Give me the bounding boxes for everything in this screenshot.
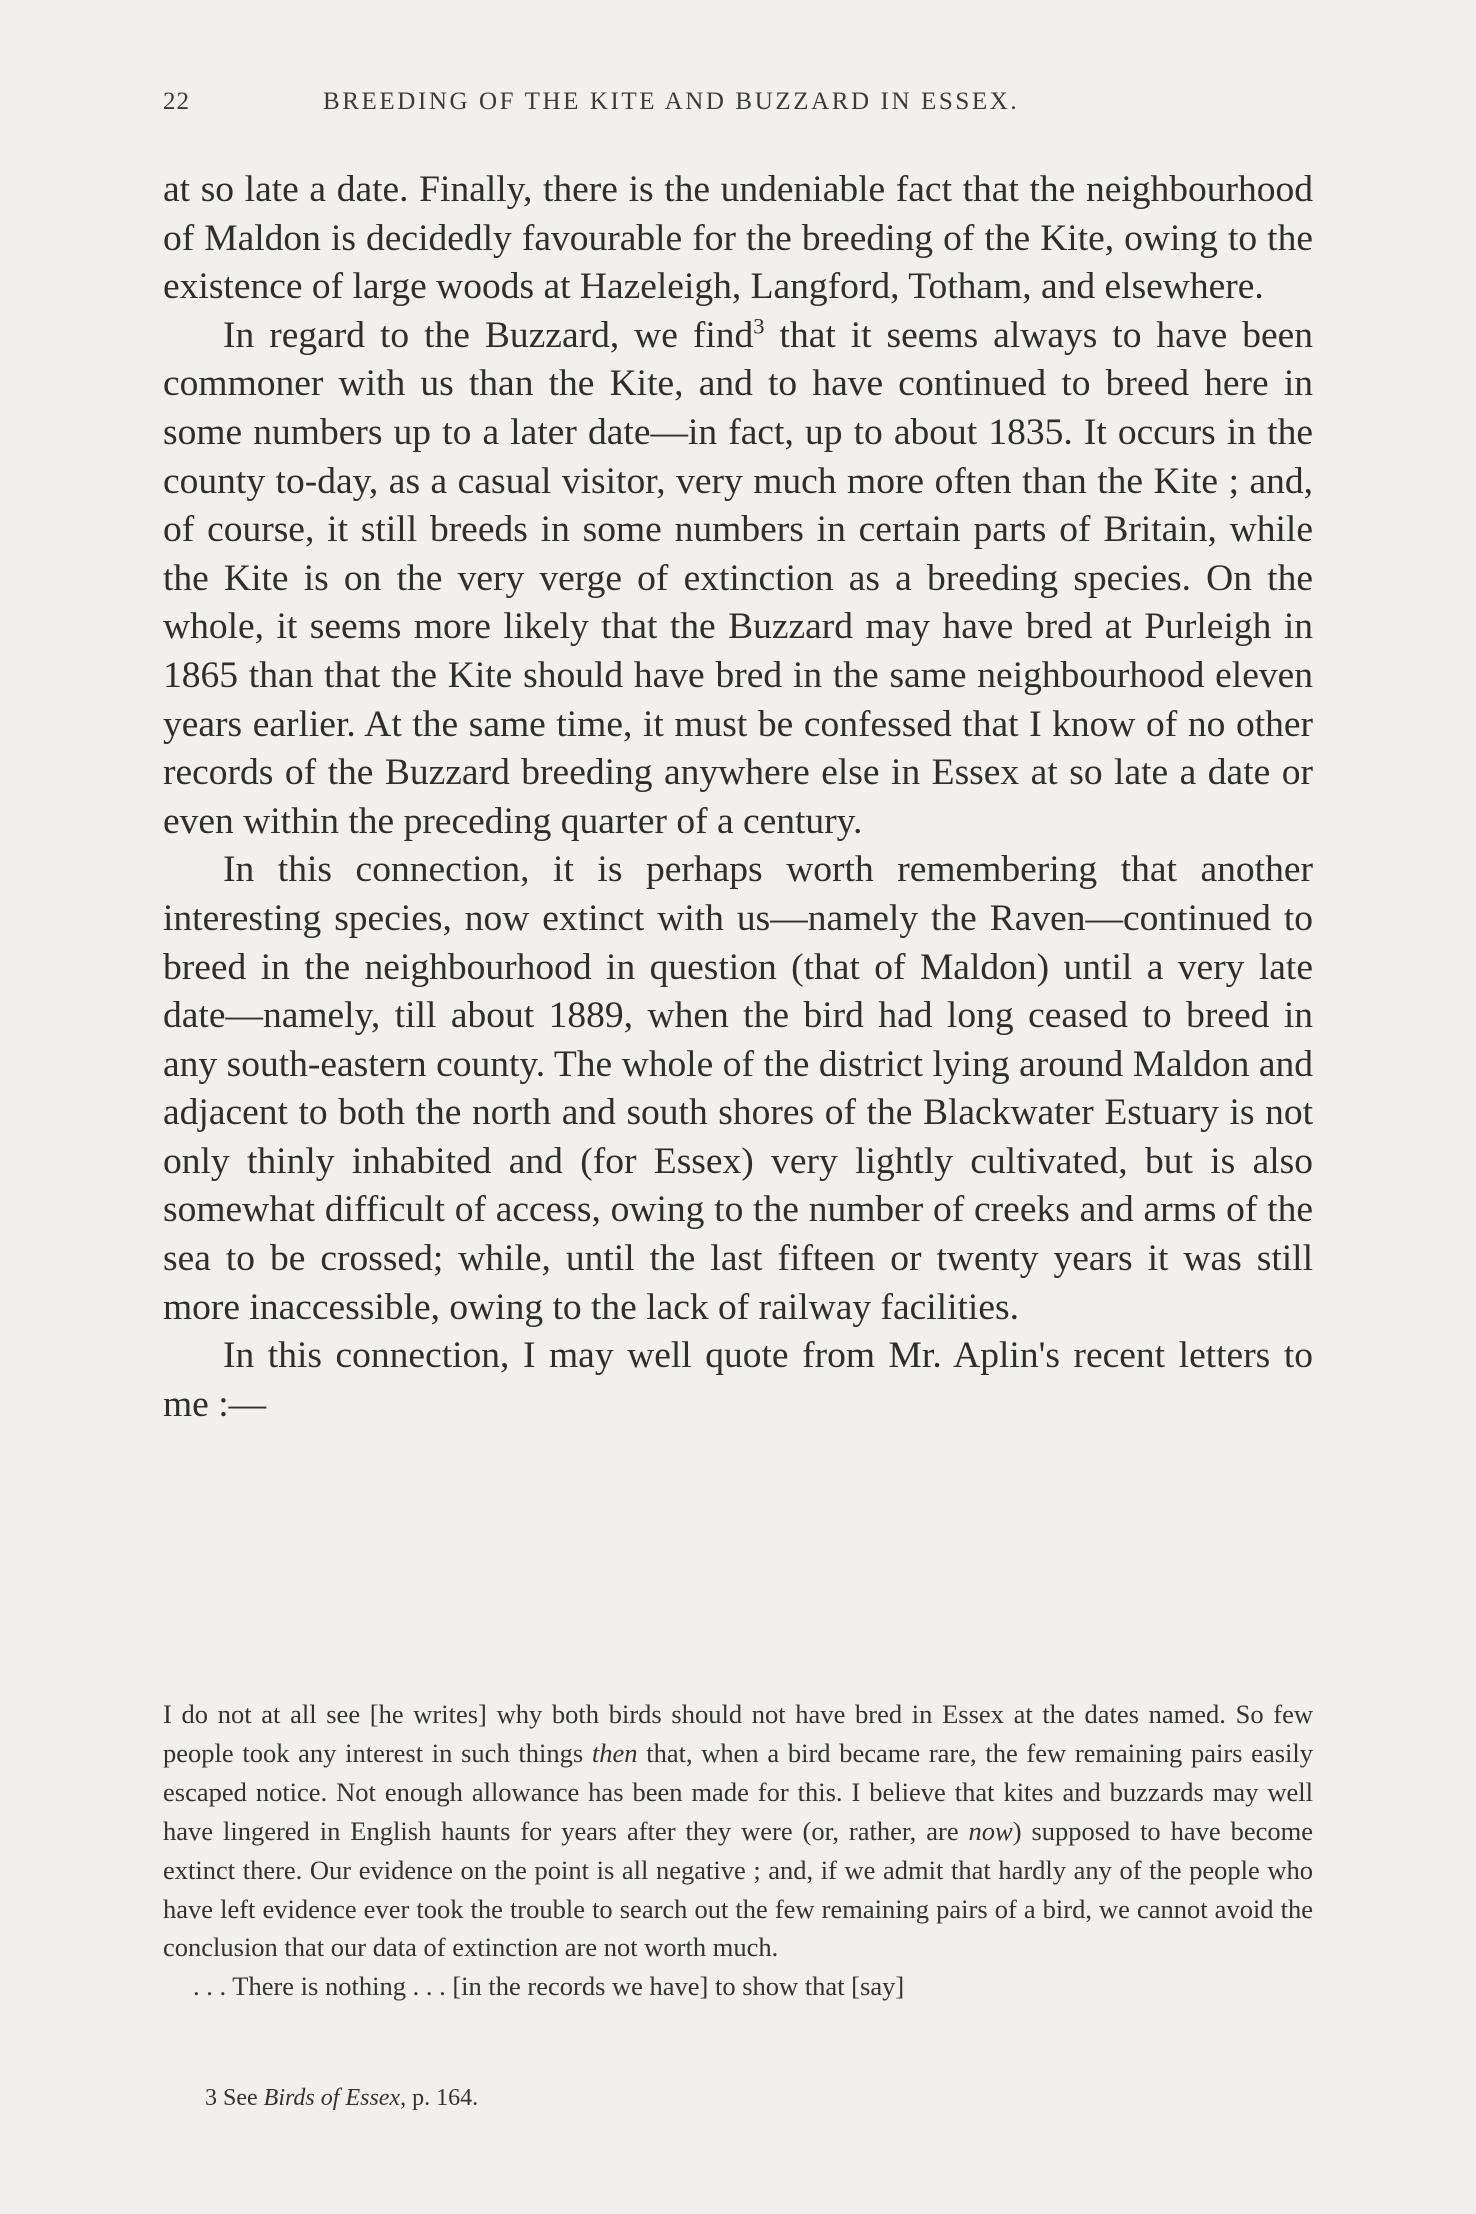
footnote-reference: 3 — [753, 313, 765, 339]
footnote-marker: 3 — [205, 2085, 217, 2111]
paragraph-3: In this connection, it is perhaps worth remembering that another interesting species, now extinct with us—namely the Raven—continued to breed in the neighbourhood in question (that of Maldon) until a very late date—namely, till about 1889, when the bird had long ceased to breed in any south-eastern county. The whole of the district lying around Maldon and adjacent to both the north and south shores of the Blackwater Estuary is not only thinly inhabited and (for Essex) very lightly cultivated, but is also somewhat difficult of access, owing to the number of creeks and arms of the sea to be crossed; while, until the last fifteen or twenty years it was still more inaccessible, owing to the lack of railway facilities. — [163, 849, 1313, 1328]
quote-last-line: . . . There is nothing . . . [in the records we have] to show that [say] — [193, 1971, 905, 2002]
quote-italic-now: now — [968, 1815, 1013, 1846]
footnote-text-a: See — [217, 2085, 264, 2111]
footnote-book-title: Birds of Essex — [263, 2085, 401, 2111]
footnote — [205, 2085, 478, 2112]
block-quote — [163, 1695, 1313, 2006]
paragraph-1: at so late a date. Finally, there is the undeniable fact that the neighbourhood of Maldon is decidedly favourable for the breeding of the Kite, owing to the existence of large woods at Hazeleigh, Langford, Totham, and elsewhere. — [163, 169, 1313, 308]
quote-text-3: ) supposed to have become extinct there. Our evidence on the point is all negative ; and, if we admit that hardly any of the people who have left evidence ever took the trouble to search out the few remaining pairs of a bird, we cannot avoid the conclusion that our data of extinction are not worth much. — [163, 1815, 1313, 1963]
quote-italic-then: then — [591, 1737, 638, 1768]
paragraph-2-text-b: that it seems always to have been commoner with us than the Kite, and to have continued to breed here in some numbers up to a later date—in fact, up to about 1835. It occurs in the county to-day, as a casual visitor, very much more often than the Kite ; and, of course, it still breeds in some numbers in certain parts of Britain, while the Kite is on the very verge of extinction as a breeding species. On the whole, it seems more likely that the Buzzard may have bred at Purleigh in 1865 than that the Kite should have bred in the same neighbourhood eleven years earlier. At the same time, it must be confessed that I know of no other records of the Buzzard breeding anywhere else in Essex at so late a date or even within the preceding quarter of a century. — [163, 314, 1313, 842]
paragraph-2-text-a: In regard to the Buzzard, we find — [223, 314, 754, 356]
quote-paragraph — [163, 1695, 1313, 1967]
paragraph-2 — [163, 312, 1313, 847]
running-title: BREEDING OF THE KITE AND BUZZARD IN ESSEX. — [323, 88, 1020, 115]
paragraph-4: In this connection, I may well quote from Mr. Aplin's recent letters to me :— — [163, 1335, 1313, 1425]
quote-text-1: I do not at all see [he writes] why both birds should not have bred in Essex at the dates named. So few people took any interest in such things — [163, 1699, 1313, 1768]
page-number: 22 — [163, 88, 190, 115]
running-header — [163, 88, 1313, 128]
main-text — [163, 166, 1313, 1429]
footnote-text-b: , p. 164. — [400, 2085, 479, 2111]
quote-text-2: that, when a bird became rare, the few remaining pairs easily escaped notice. Not enough allowance has been made for this. I believe that kites and buzzards may well have lingered in English haunts for years after they were (or, rather, are — [163, 1737, 1313, 1846]
